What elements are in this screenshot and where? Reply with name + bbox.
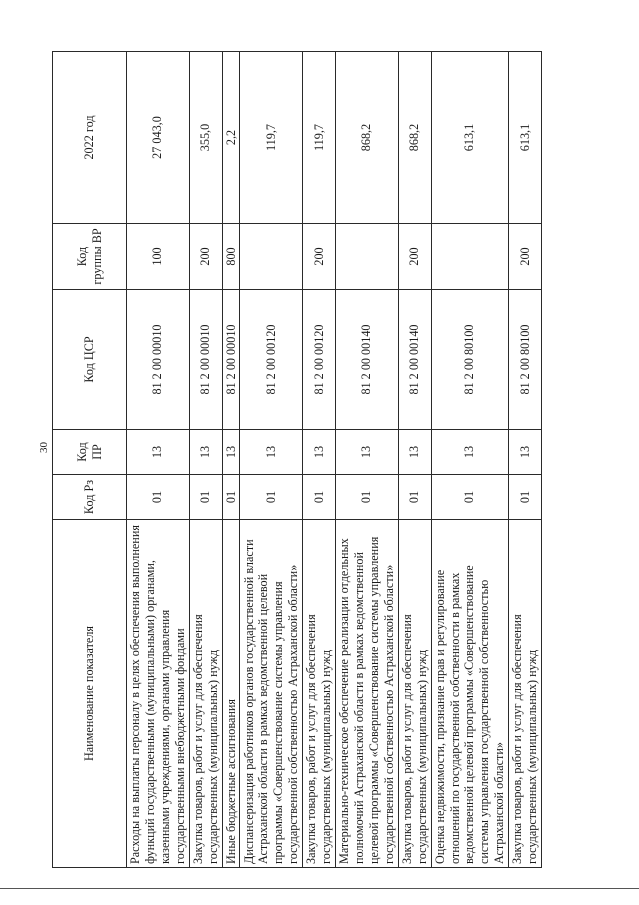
cell-vr bbox=[240, 224, 303, 290]
cell-csr: 81 2 00 00140 bbox=[398, 290, 431, 430]
cell-value: 613,1 bbox=[509, 52, 542, 224]
cell-rz: 01 bbox=[189, 475, 222, 520]
header-year: 2022 год bbox=[53, 52, 127, 224]
cell-value: 355,0 bbox=[189, 52, 222, 224]
budget-table bbox=[52, 51, 542, 868]
cell-csr: 81 2 00 00140 bbox=[335, 290, 398, 430]
cell-vr: 100 bbox=[127, 224, 190, 290]
page-bottom-rule bbox=[0, 888, 639, 889]
cell-rz: 01 bbox=[222, 475, 240, 520]
cell-csr: 81 2 00 00010 bbox=[222, 290, 240, 430]
table-row bbox=[335, 52, 398, 868]
cell-rz: 01 bbox=[335, 475, 398, 520]
cell-pr: 13 bbox=[398, 430, 431, 475]
table-header bbox=[53, 52, 127, 868]
cell-csr: 81 2 00 00120 bbox=[303, 290, 336, 430]
header-row bbox=[53, 52, 127, 868]
table-row bbox=[398, 52, 431, 868]
cell-csr: 81 2 00 00010 bbox=[189, 290, 222, 430]
header-vr: Код группы ВР bbox=[53, 224, 127, 290]
cell-pr: 13 bbox=[222, 430, 240, 475]
cell-rz: 01 bbox=[127, 475, 190, 520]
cell-rz: 01 bbox=[240, 475, 303, 520]
cell-vr: 200 bbox=[303, 224, 336, 290]
table-body bbox=[127, 52, 542, 868]
cell-name: Материально-техническое обеспечение реализации отдельных полномочий Астраханской области в рамках ведомственной целевой программы «Совершенствование системы управления государственной собственностью Астраханской области» bbox=[335, 520, 398, 868]
cell-pr: 13 bbox=[127, 430, 190, 475]
page-number: 30 bbox=[38, 442, 50, 453]
cell-vr: 800 bbox=[222, 224, 240, 290]
cell-name: Закупка товаров, работ и услуг для обеспечения государственных (муниципальных) нужд bbox=[398, 520, 431, 868]
cell-vr: 200 bbox=[189, 224, 222, 290]
cell-rz: 01 bbox=[431, 475, 509, 520]
cell-pr: 13 bbox=[509, 430, 542, 475]
cell-value: 119,7 bbox=[303, 52, 336, 224]
cell-name: Закупка товаров, работ и услуг для обеспечения государственных (муниципальных) нужд bbox=[189, 520, 222, 868]
cell-pr: 13 bbox=[240, 430, 303, 475]
cell-pr: 13 bbox=[189, 430, 222, 475]
table-row bbox=[431, 52, 509, 868]
cell-rz: 01 bbox=[398, 475, 431, 520]
cell-name: Расходы на выплаты персоналу в целях обеспечения выполнения функций государственными (муниципальными) органами, казенными учреждениями, органами управления государственными внебюджетными фондами bbox=[127, 520, 190, 868]
table-row bbox=[127, 52, 190, 868]
table-row bbox=[189, 52, 222, 868]
cell-value: 868,2 bbox=[335, 52, 398, 224]
cell-csr: 81 2 00 00010 bbox=[127, 290, 190, 430]
cell-vr: 200 bbox=[509, 224, 542, 290]
header-csr: Код ЦСР bbox=[53, 290, 127, 430]
cell-name: Закупка товаров, работ и услуг для обеспечения государственных (муниципальных) нужд bbox=[509, 520, 542, 868]
cell-value: 2,2 bbox=[222, 52, 240, 224]
cell-vr: 200 bbox=[398, 224, 431, 290]
cell-name: Иные бюджетные ассигнования bbox=[222, 520, 240, 868]
cell-csr: 81 2 00 80100 bbox=[431, 290, 509, 430]
table-row bbox=[509, 52, 542, 868]
header-rz: Код Рз bbox=[53, 475, 127, 520]
header-pr: Код ПР bbox=[53, 430, 127, 475]
cell-vr bbox=[335, 224, 398, 290]
table-row bbox=[303, 52, 336, 868]
cell-name: Оценка недвижимости, признание прав и регулирование отношений по государственной собственности в рамках ведомственной целевой программы «Совершенствование системы управления государственной собственностью Астраханской области» bbox=[431, 520, 509, 868]
cell-csr: 81 2 00 80100 bbox=[509, 290, 542, 430]
cell-value: 27 043,0 bbox=[127, 52, 190, 224]
cell-pr: 13 bbox=[431, 430, 509, 475]
header-name: Наименование показателя bbox=[53, 520, 127, 868]
cell-csr: 81 2 00 00120 bbox=[240, 290, 303, 430]
cell-value: 868,2 bbox=[398, 52, 431, 224]
table-row bbox=[222, 52, 240, 868]
cell-value: 119,7 bbox=[240, 52, 303, 224]
table-row bbox=[240, 52, 303, 868]
cell-pr: 13 bbox=[303, 430, 336, 475]
cell-vr bbox=[431, 224, 509, 290]
cell-name: Диспансеризация работников органов государственной власти Астраханской области в рамках ведомственной целевой программы «Совершенствование системы управления государственной собственностью Астраханской области» bbox=[240, 520, 303, 868]
cell-rz: 01 bbox=[509, 475, 542, 520]
cell-rz: 01 bbox=[303, 475, 336, 520]
cell-name: Закупка товаров, работ и услуг для обеспечения государственных (муниципальных) нужд bbox=[303, 520, 336, 868]
cell-value: 613,1 bbox=[431, 52, 509, 224]
cell-pr: 13 bbox=[335, 430, 398, 475]
rotated-table-container bbox=[52, 52, 542, 868]
